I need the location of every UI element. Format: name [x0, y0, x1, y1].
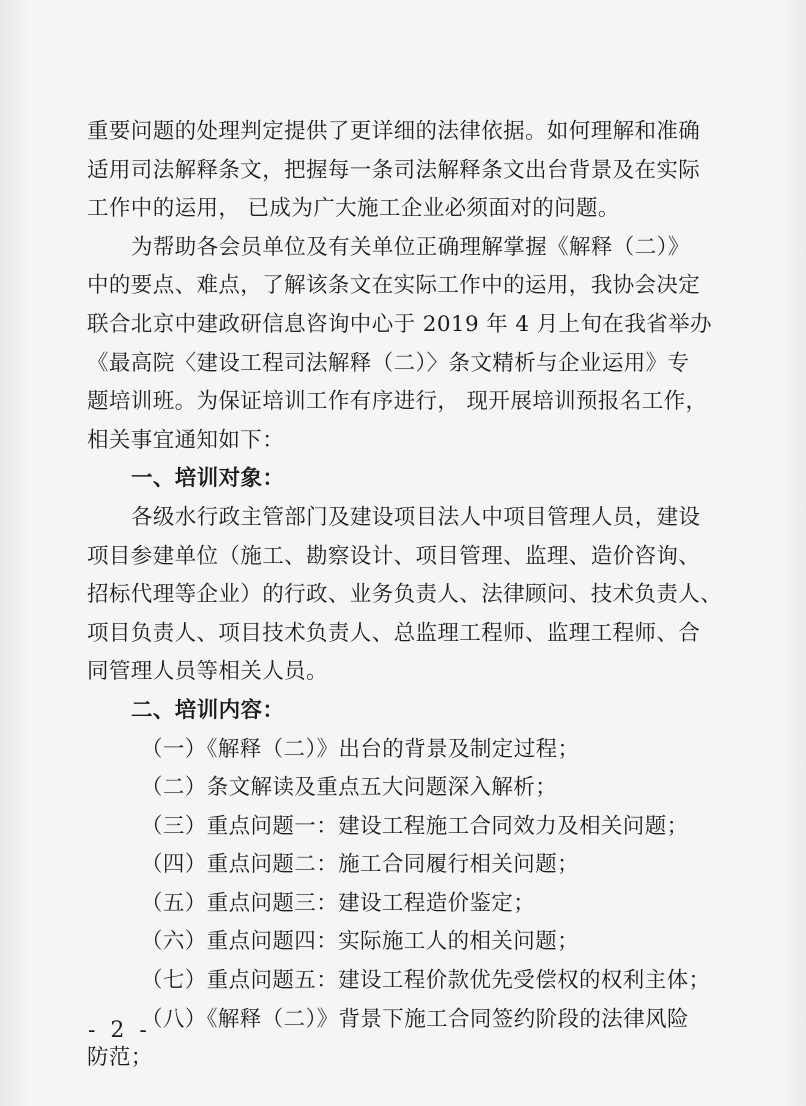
- section-1-line: 招标代理等企业）的行政、业务负责人、法律顾问、技术负责人、: [87, 582, 723, 608]
- paragraph-2-line: 中的要点、难点，了解该条文在实际工作中的运用，我协会决定: [87, 273, 701, 299]
- section-2-item: （四）重点问题二：施工合同履行相关问题；: [141, 852, 580, 878]
- section-2-item: （八）《解释（二）》背景下施工合同签约阶段的法律风险: [141, 1006, 689, 1032]
- section-2-heading: 二、培训内容：: [131, 697, 285, 723]
- paragraph-1-line: 工作中的运用， 已成为广大施工企业必须面对的问题。: [87, 196, 620, 222]
- document-body: [87, 113, 723, 1078]
- section-2-item-continuation: 防范；: [87, 1045, 153, 1071]
- paragraph-2-line: 相关事宜通知如下：: [87, 427, 285, 453]
- section-2-item: （一）《解释（二）》出台的背景及制定过程；: [141, 736, 580, 762]
- section-1-line: 同管理人员等相关人员。: [87, 659, 328, 685]
- paragraph-2-line: 为帮助各会员单位及有关单位正确理解掌握《解释（二）》: [131, 234, 690, 260]
- section-2-item: （七）重点问题五：建设工程价款优先受偿权的权利主体；: [141, 968, 711, 994]
- section-2-item: （三）重点问题一：建设工程施工合同效力及相关问题；: [141, 813, 689, 839]
- paragraph-2-line: 题培训班。为保证培训工作有序进行， 现开展培训预报名工作，: [87, 389, 708, 415]
- section-1-line: 项目参建单位（施工、勘察设计、项目管理、监理、造价咨询、: [87, 543, 701, 569]
- paragraph-2-line: 《最高院〈建设工程司法解释（二）〉条文精析与企业运用》专: [87, 350, 690, 376]
- paragraph-1-line: 重要问题的处理判定提供了更详细的法律依据。如何理解和准确: [87, 119, 701, 144]
- section-1-line: 各级水行政主管部门及建设项目法人中项目管理人员，建设: [131, 504, 701, 530]
- page-number: - 2 -: [88, 1018, 151, 1043]
- paragraph-2-line: 联合北京中建政研信息咨询中心于 2019 年 4 月上旬在我省举办: [87, 311, 712, 337]
- section-2-item: （六）重点问题四：实际施工人的相关问题；: [141, 929, 580, 955]
- section-2-item: （二）条文解读及重点五大问题深入解析；: [141, 775, 558, 801]
- section-1-line: 项目负责人、项目技术负责人、总监理工程师、监理工程师、合: [87, 620, 701, 646]
- paragraph-1-line: 适用司法解释条文，把握每一条司法解释条文出台背景及在实际: [87, 157, 701, 183]
- section-2-item: （五）重点问题三：建设工程造价鉴定；: [141, 890, 536, 916]
- section-1-heading: 一、培训对象：: [131, 466, 285, 492]
